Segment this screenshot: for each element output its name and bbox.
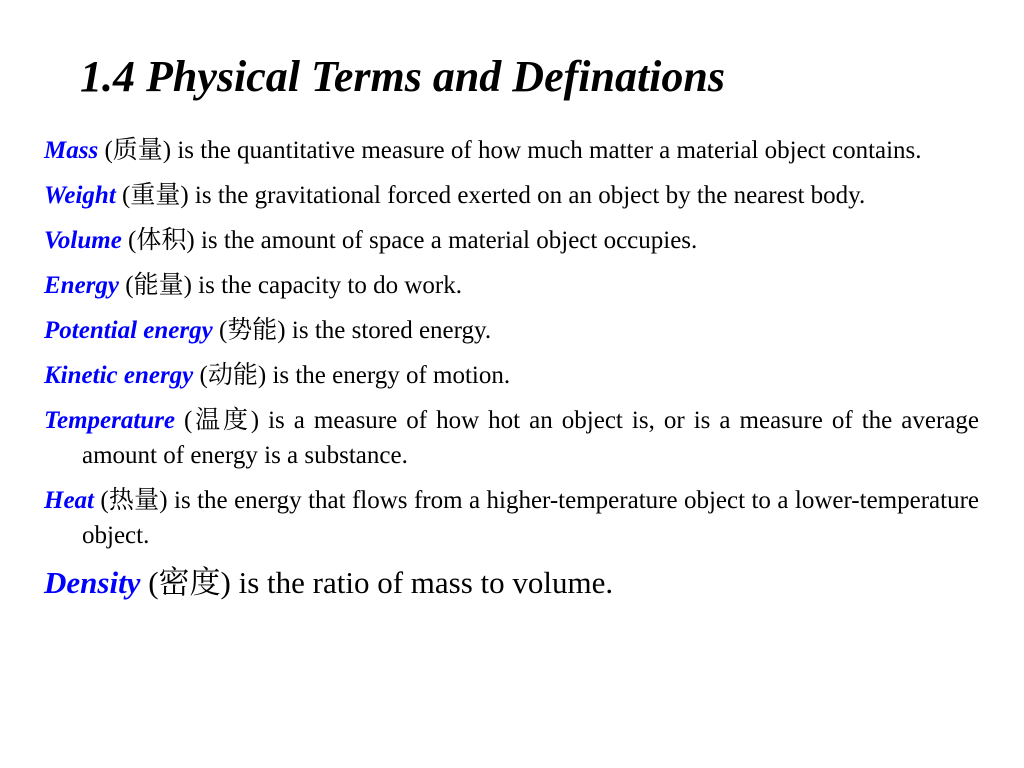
definition-kinetic-energy <box>44 358 979 393</box>
definition-volume <box>44 223 979 258</box>
term-chinese: (热量) <box>94 487 168 514</box>
definition-temperature <box>44 403 979 473</box>
term-mass: Mass <box>44 137 99 164</box>
definition-text: is the stored energy. <box>285 317 492 344</box>
definition-text: is the capacity to do work. <box>191 272 462 299</box>
definition-text: is the energy that flows from a higher-temperature object to a lower-temperature object. <box>82 487 979 549</box>
term-weight: Weight <box>44 182 116 209</box>
term-chinese: (动能) <box>193 362 267 389</box>
term-potential-energy: Potential energy <box>44 317 213 344</box>
term-chinese: (温度) <box>175 407 260 434</box>
definition-energy <box>44 268 979 303</box>
term-chinese: (势能) <box>212 317 286 344</box>
term-temperature: Temperature <box>44 407 176 434</box>
definition-text: is the ratio of mass to volume. <box>230 565 614 600</box>
slide-title: 1.4 Physical Terms and Definations <box>80 52 725 101</box>
term-density: Density <box>44 565 141 600</box>
term-chinese: (体积) <box>121 227 195 254</box>
term-energy: Energy <box>44 272 119 299</box>
term-chinese: (密度) <box>140 565 231 600</box>
term-kinetic-energy: Kinetic energy <box>44 362 194 389</box>
definition-text: is the amount of space a material object occupies. <box>194 227 698 254</box>
definition-mass <box>44 133 979 168</box>
definition-heat <box>44 483 979 553</box>
term-heat: Heat <box>44 487 94 514</box>
definition-text: is the energy of motion. <box>266 362 511 389</box>
term-chinese: (能量) <box>119 272 192 299</box>
definition-text: is the quantitative measure of how much matter a material object contains. <box>171 137 922 164</box>
definition-list <box>44 133 979 613</box>
definition-weight <box>44 178 979 213</box>
term-chinese: (重量) <box>115 182 189 209</box>
definition-text: is the gravitational forced exerted on an object by the nearest body. <box>188 182 866 209</box>
definition-potential-energy <box>44 313 979 348</box>
definition-density <box>44 563 979 603</box>
term-volume: Volume <box>44 227 122 254</box>
definition-text: is a measure of how hot an object is, or is a measure of the average amount of energy is a substance. <box>82 407 980 469</box>
term-chinese: (质量) <box>98 137 172 164</box>
